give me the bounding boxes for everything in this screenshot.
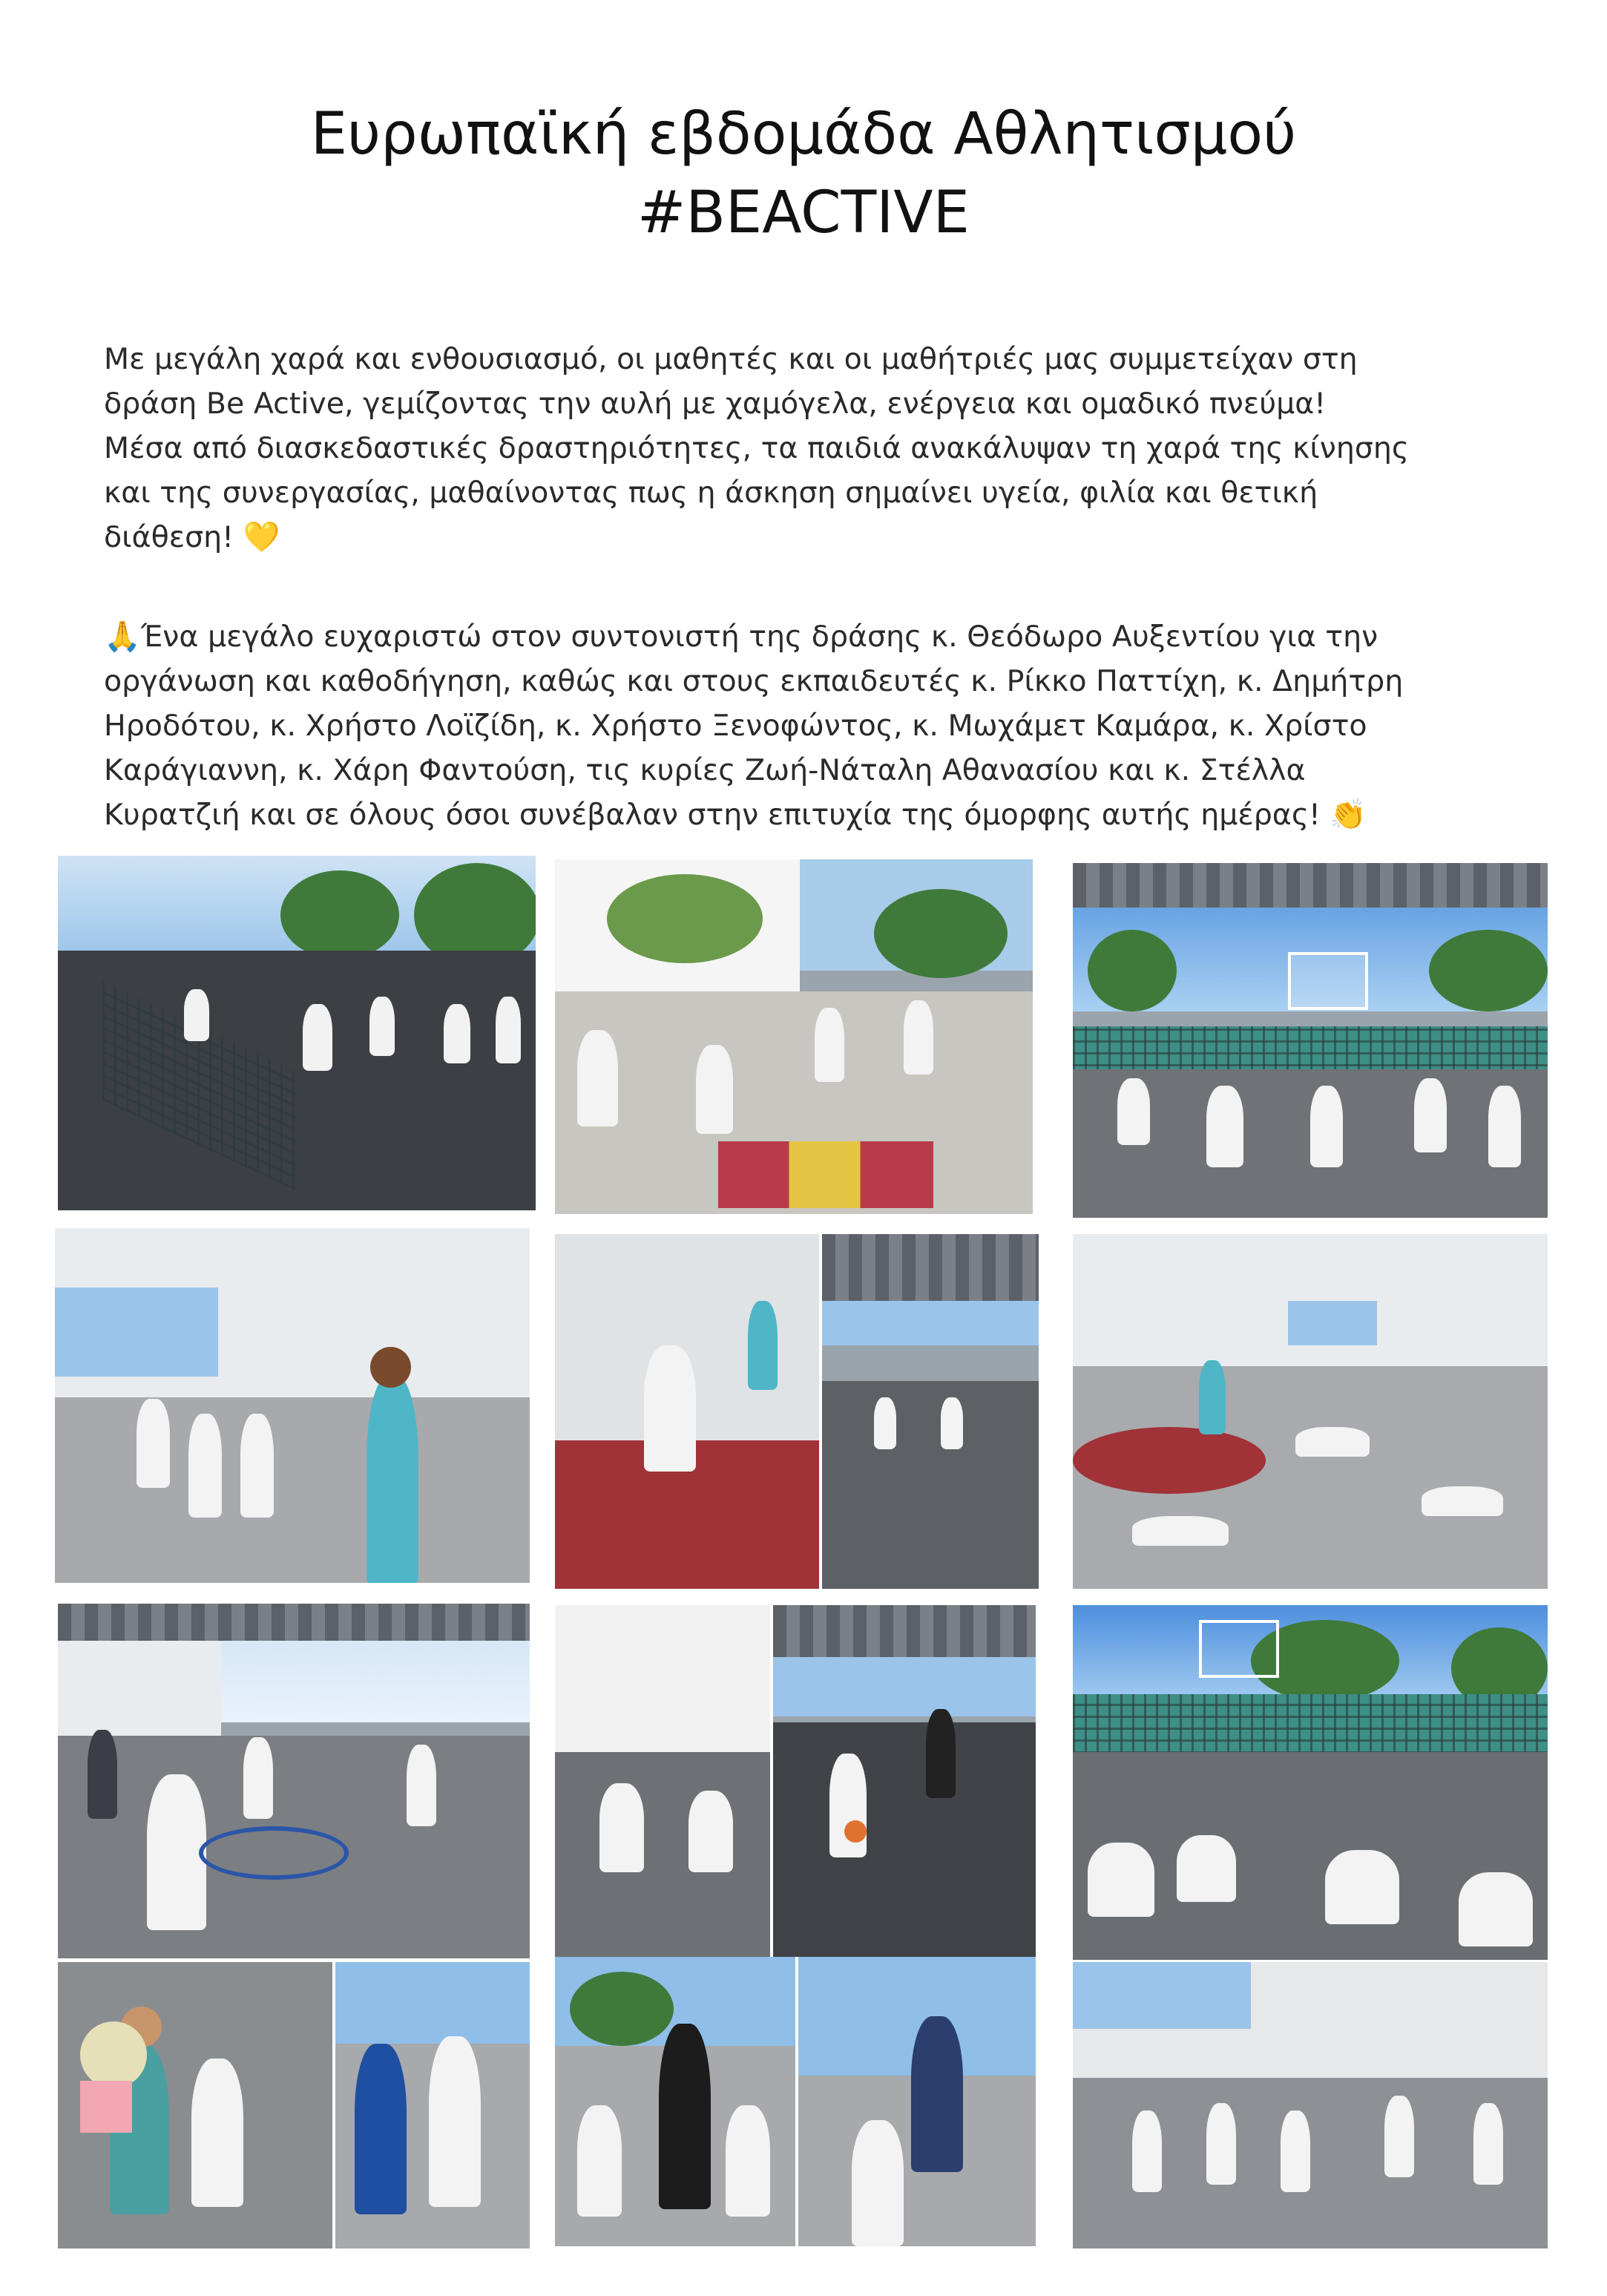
photo-kicking-collage (555, 1234, 1039, 1589)
text-line: διάθεση! 💛 (104, 520, 280, 554)
photo-tennis-net (58, 856, 536, 1210)
text-line: δράση Be Active, γεμίζοντας την αυλή με χαμόγελα, ενέργεια και ομαδικό πνεύμα! (104, 387, 1327, 421)
photo-group-warmup (1073, 1962, 1548, 2249)
praying-hands-icon: 🙏 (104, 620, 141, 654)
text-line: Ηροδότου, κ. Χρήστο Λοϊζίδη, κ. Χρήστο Ξενοφώντος, κ. Μωχάμετ Καμάρα, κ. Χρίστο (104, 709, 1367, 743)
text-line: οργάνωση και καθοδήγηση, καθώς και στους εκπαιδευτές κ. Ρίκκο Παττίχη, κ. Δημήτρη (104, 664, 1404, 698)
photo-basketball-warmup (1073, 863, 1548, 1218)
photo-girl-tennis-racket (58, 1604, 530, 1958)
page-title (0, 95, 1607, 252)
title-line-2: #BEACTIVE (637, 180, 970, 246)
photo-seated-stretching (1073, 1605, 1548, 1960)
text-line: Καράγιαννη, κ. Χάρη Φαντούση, τις κυρίες Ζωή-Νάταλη Αθανασίου και κ. Στέλλα (104, 753, 1306, 787)
photo-flower-gifts-collage (58, 1962, 530, 2249)
yellow-heart-icon: 💛 (243, 520, 280, 554)
text-line: Μέσα από διασκεδαστικές δραστηριότητες, τα παιδιά ανακάλυψαν τη χαρά της κίνησης (104, 431, 1410, 465)
intro-paragraph (104, 337, 1514, 560)
text-line: 🙏Ένα μεγάλο ευχαριστώ στον συντονιστή της δράσης κ. Θεόδωρο Αυξεντίου για την (104, 620, 1378, 654)
title-line-1: Ευρωπαϊκή εβδομάδα Αθλητισμού (310, 101, 1297, 168)
photo-coach-racket-line (55, 1228, 530, 1583)
text-line: Με μεγάλη χαρά και ενθουσιασμό, οι μαθητές και οι μαθήτριές μας συμμετείχαν στη (104, 342, 1358, 376)
photo-stretching-circle (1073, 1234, 1548, 1589)
text-line: και της συνεργασίας, μαθαίνοντας πως η άσκηση σημαίνει υγεία, φιλία και θετική (104, 476, 1318, 510)
clapping-hands-icon: 👏 (1330, 798, 1367, 832)
photo-hopscotch-mural (555, 859, 1033, 1214)
photo-ball-drill-collage (555, 1605, 1036, 1960)
photo-flower-gifts-coaches (555, 1957, 1036, 2246)
text-line: Κυρατζιή και σε όλους όσοι συνέβαλαν στην επιτυχία της όμορφης αυτής ημέρας! 👏 (104, 798, 1367, 832)
thanks-paragraph (104, 614, 1514, 837)
